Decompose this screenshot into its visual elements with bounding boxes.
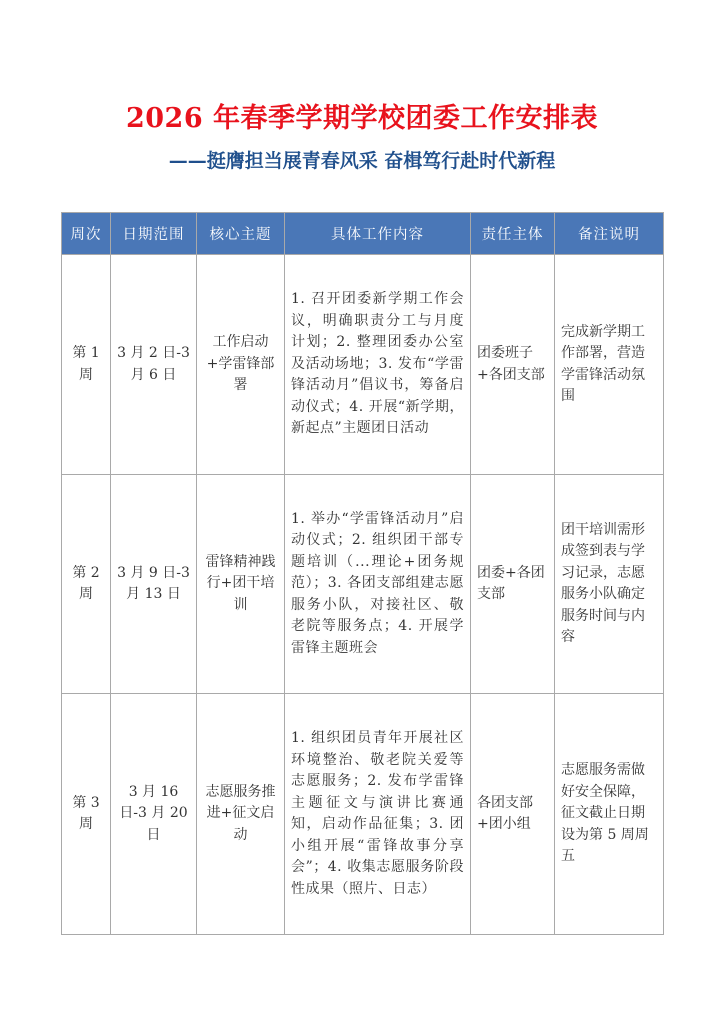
- cell-date: 3 月 9 日-3 月 13 日: [111, 475, 197, 694]
- page-subtitle: ——挺膺担当展青春风采 奋楫笃行赴时代新程: [168, 150, 556, 172]
- cell-note: 团干培训需形成签到表与学习记录，志愿服务小队确定服务时间与内容: [555, 475, 664, 694]
- header-owner: 责任主体: [471, 213, 555, 255]
- header-content: 具体工作内容: [285, 213, 471, 255]
- cell-week: 第 3 周: [62, 694, 111, 935]
- header-week: 周次: [62, 213, 111, 255]
- cell-content: 1. 举办“学雷锋活动月”启动仪式；2. 组织团干部专题培训（...理论+团务规范）；3. 各团支部组建志愿服务小队，对接社区、敬老院等服务点；4. 开展学雷锋主题班会: [285, 475, 471, 694]
- header-note: 备注说明: [555, 213, 664, 255]
- table-header-row: [62, 213, 664, 255]
- cell-content: 1. 召开团委新学期工作会议，明确职责分工与月度计划；2. 整理团委办公室及活动场地；3. 发布“学雷锋活动月”倡议书，筹备启动仪式；4. 开展“新学期，新起点”主题团日活动: [285, 255, 471, 475]
- cell-content: 1. 组织团员青年开展社区环境整治、敬老院关爱等志愿服务；2. 发布学雷锋主题征文与演讲比赛通知，启动作品征集；3. 团小组开展“雷锋故事分享会”；4. 收集志愿服务阶段性成果（照片、日志）: [285, 694, 471, 935]
- table-row: [62, 255, 664, 475]
- table-row: [62, 475, 664, 694]
- table-row: [62, 694, 664, 935]
- page-title: 2026 年春季学期学校团委工作安排表: [125, 103, 599, 134]
- cell-note: 完成新学期工作部署，营造学雷锋活动氛围: [555, 255, 664, 475]
- cell-theme: 工作启动+学雷锋部署: [197, 255, 285, 475]
- cell-week: 第 2 周: [62, 475, 111, 694]
- cell-date: 3 月 16 日-3 月 20 日: [111, 694, 197, 935]
- cell-theme: 雷锋精神践行+团干培训: [197, 475, 285, 694]
- schedule-table: [61, 212, 664, 935]
- cell-note: 志愿服务需做好安全保障，征文截止日期设为第 5 周周五: [555, 694, 664, 935]
- cell-owner: 各团支部+团小组: [471, 694, 555, 935]
- header-date: 日期范围: [111, 213, 197, 255]
- cell-week: 第 1 周: [62, 255, 111, 475]
- cell-date: 3 月 2 日-3 月 6 日: [111, 255, 197, 475]
- cell-owner: 团委+各团支部: [471, 475, 555, 694]
- cell-theme: 志愿服务推进+征文启动: [197, 694, 285, 935]
- cell-owner: 团委班子+各团支部: [471, 255, 555, 475]
- header-theme: 核心主题: [197, 213, 285, 255]
